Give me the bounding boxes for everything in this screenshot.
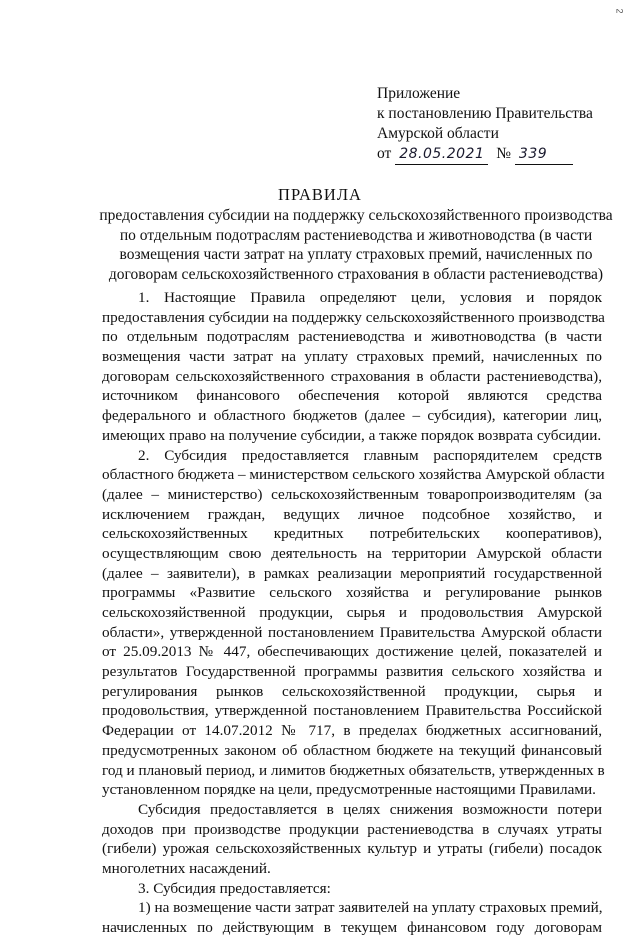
body-line: возмещения части затрат на уплату страховых премий, начисленных по xyxy=(102,348,602,366)
body-line: по отдельным подотраслям растениеводства и животноводства (в части xyxy=(102,328,602,346)
body-line: сельскохозяйственной продукции, сырья и продовольствия Амурской xyxy=(102,604,602,621)
body-line: начисленных по действующим в текущем финансовом году договорам xyxy=(102,919,602,936)
body-line: продовольствия, утвержденной постановлением Правительства Российской xyxy=(102,702,602,720)
body-line: областного бюджета – министерством сельского хозяйства Амурской области xyxy=(102,466,605,484)
body-line: год и плановый период, и лимитов бюджетных обязательств, утвержденных в xyxy=(102,761,605,779)
appendix-line-2: к постановлению Правительства xyxy=(377,105,593,122)
body-line: федерального и областного бюджетов (далее – субсидия), категории лиц, xyxy=(102,407,602,425)
body-line: программы «Развитие сельского хозяйства и регулирование рынков xyxy=(102,584,602,602)
body-line: результатов Государственной программы развития сельского хозяйства и xyxy=(102,663,602,681)
body-line: имеющих право на получение субсидии, а также порядок возврата субсидии. xyxy=(102,426,602,444)
body-line: сельскохозяйственных кредитных потребительских кооперативов), xyxy=(102,525,602,543)
appendix-date-line xyxy=(377,144,617,165)
body-line: 2. Субсидия предоставляется главным распорядителем средств xyxy=(138,446,602,464)
body-line: от 25.09.2013 № 447, обеспечивающих достижение целей, показателей и xyxy=(102,643,602,661)
body-line: области», утвержденной постановлением Правительства Амурской области xyxy=(102,623,602,641)
appendix-line-3: Амурской области xyxy=(377,125,499,142)
body-line: 1. Настоящие Правила определяют цели, условия и порядок xyxy=(138,289,602,306)
body-line: многолетних насаждений. xyxy=(102,859,271,877)
body-line: Федерации от 14.07.2012 № 717, в пределах бюджетных ассигнований, xyxy=(102,722,602,740)
body-line: (далее – заявители), в рамках реализации мероприятий государственной xyxy=(102,564,602,582)
body-line: установленном порядке на цели, предусмотренные настоящими Правилами. xyxy=(102,781,596,799)
date-prefix: от xyxy=(377,145,392,162)
body-line: исключением граждан, ведущих личное подсобное хозяйство, и xyxy=(102,505,602,523)
body-line: предусмотренных законом об областном бюджете на текущий финансовый xyxy=(102,741,602,759)
body-line: 1) на возмещение части затрат заявителей на уплату страховых премий, xyxy=(138,899,603,917)
body-line: осуществляющим свою деятельность на территории Амурской области xyxy=(102,544,602,562)
handwritten-number: 339 xyxy=(515,144,573,165)
body-line: 3. Субсидия предоставляется: xyxy=(138,879,331,897)
body-line: регулирования рынков сельскохозяйственной продукции, сырья и xyxy=(102,682,602,700)
document-title: ПРАВИЛА xyxy=(278,185,362,204)
body-line: доходов при производстве продукции растениеводства в случаях утраты xyxy=(102,820,602,838)
handwritten-date: 28.05.2021 xyxy=(395,144,488,165)
body-line: договорам сельскохозяйственного страхования в области растениеводства), xyxy=(102,367,602,385)
appendix-line-1: Приложение xyxy=(377,85,461,102)
page-number: 2 xyxy=(614,8,625,14)
document-subtitle: предоставления субсидии на поддержку сельскохозяйственного производства по отдельным подотраслям растениеводства и животноводства (в части возмещения части затрат на уплату страховых премий, начисленных по договорам сельскохозяйственного страхования в области растениеводства) xyxy=(99,207,613,283)
body-line: источником финансового обеспечения которой являются средства xyxy=(102,387,602,405)
body-text xyxy=(102,288,605,938)
appendix-block xyxy=(377,84,617,165)
body-line: (гибели) урожая сельскохозяйственных культур и утраты (гибели) посадок xyxy=(102,840,602,858)
body-line: (далее – министерство) сельскохозяйственным товаропроизводителям (за xyxy=(102,485,602,503)
number-label: № xyxy=(496,145,512,162)
body-line: Субсидия предоставляется в целях снижения возможности потери xyxy=(138,800,602,818)
body-line: предоставления субсидии на поддержку сельскохозяйственного производства xyxy=(102,308,605,326)
